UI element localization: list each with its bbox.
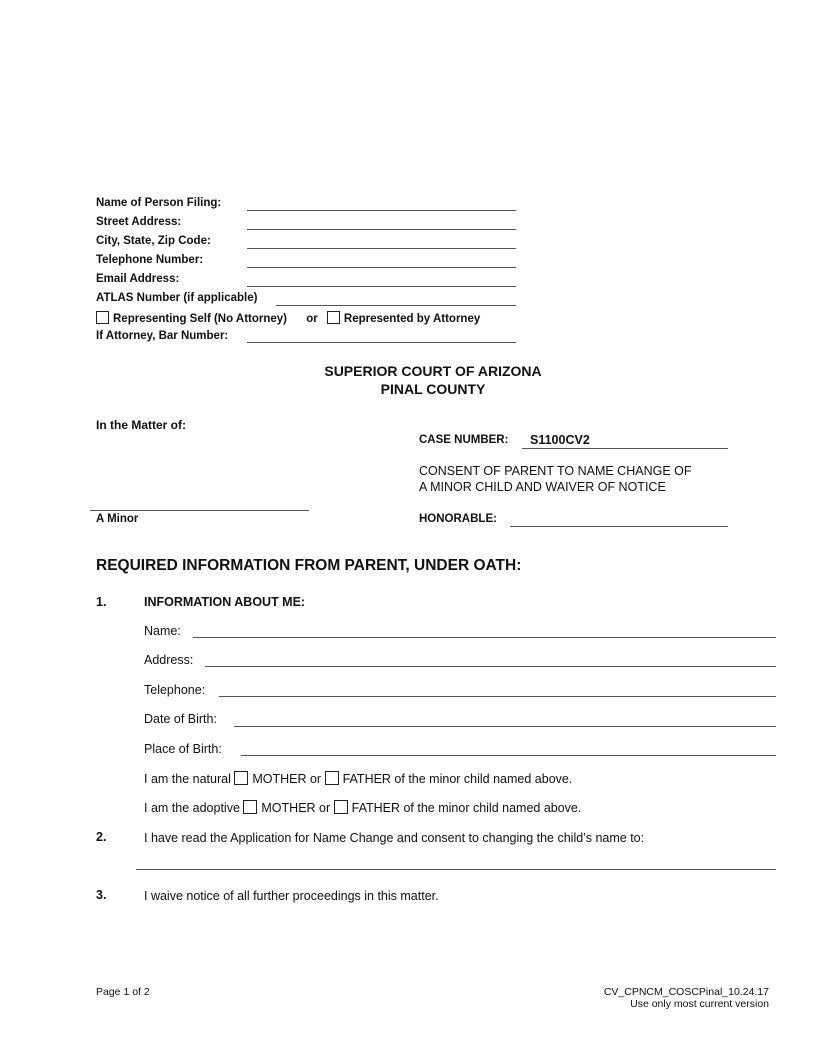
parent-telephone-field[interactable] [219, 696, 776, 697]
parent-name-field[interactable] [193, 637, 776, 638]
representation-row [96, 311, 480, 325]
parent-pob-field[interactable] [241, 755, 776, 756]
version-note: Use only most current version [630, 998, 769, 1010]
natural-mother-checkbox[interactable] [234, 771, 248, 785]
adoptive-parent-row [144, 800, 581, 815]
honorable-field[interactable] [510, 526, 728, 527]
item3-text: I waive notice of all further proceedings in this matter. [144, 889, 439, 903]
parent-address-field[interactable] [205, 666, 776, 667]
matter-label: In the Matter of: [96, 418, 186, 432]
city-field[interactable] [247, 248, 516, 249]
bar-number-field[interactable] [247, 342, 516, 343]
item2-number: 2. [96, 830, 107, 844]
item1-number: 1. [96, 595, 107, 609]
bar-number-label: If Attorney, Bar Number: [96, 330, 229, 342]
parent-address-label: Address: [144, 653, 194, 667]
court-name: SUPERIOR COURT OF ARIZONA [324, 363, 542, 379]
natural-label: I am the natural [144, 772, 231, 786]
email-label: Email Address: [96, 273, 180, 285]
adoptive-mother-label: MOTHER or [261, 801, 331, 815]
telephone-label: Telephone Number: [96, 254, 204, 266]
adoptive-mother-checkbox[interactable] [243, 800, 257, 814]
item3-number: 3. [96, 888, 107, 902]
telephone-field[interactable] [247, 267, 516, 268]
email-field[interactable] [247, 286, 516, 287]
street-field[interactable] [247, 229, 516, 230]
court-county: PINAL COUNTY [380, 381, 486, 397]
parent-dob-label: Date of Birth: [144, 712, 217, 726]
or-label: or [306, 313, 318, 325]
parent-telephone-label: Telephone: [144, 683, 206, 697]
attorney-checkbox[interactable] [327, 311, 340, 324]
parent-dob-field[interactable] [234, 726, 776, 727]
natural-father-checkbox[interactable] [325, 771, 339, 785]
self-label: Representing Self (No Attorney) [113, 313, 288, 325]
attorney-label: Represented by Attorney [343, 313, 481, 325]
self-checkbox[interactable] [96, 311, 109, 324]
doc-title-line1: CONSENT OF PARENT TO NAME CHANGE OF [419, 464, 692, 478]
minor-label: A Minor [96, 513, 139, 525]
natural-father-label: FATHER of the minor child named above. [342, 772, 573, 786]
new-child-name-field[interactable] [136, 869, 776, 870]
city-label: City, State, Zip Code: [96, 235, 211, 247]
name-field[interactable] [247, 210, 516, 211]
case-number-field[interactable] [522, 448, 728, 449]
atlas-field[interactable] [276, 305, 516, 306]
page-number: Page 1 of 2 [96, 986, 150, 998]
case-number-value: S1100CV2 [530, 433, 590, 447]
adoptive-father-label: FATHER of the minor child named above. [351, 801, 582, 815]
parent-name-label: Name: [144, 624, 181, 638]
doc-title-line2: A MINOR CHILD AND WAIVER OF NOTICE [419, 480, 666, 494]
section-heading: REQUIRED INFORMATION FROM PARENT, UNDER OATH: [96, 557, 522, 574]
adoptive-label: I am the adoptive [144, 801, 240, 815]
natural-parent-row [144, 771, 572, 786]
name-label: Name of Person Filing: [96, 197, 222, 209]
honorable-label: HONORABLE: [419, 513, 497, 525]
form-id: CV_CPNCM_COSCPinal_10.24.17 [603, 986, 769, 998]
parent-pob-label: Place of Birth: [144, 742, 222, 756]
item2-text: I have read the Application for Name Change and consent to changing the child’s name to: [144, 831, 645, 845]
natural-mother-label: MOTHER or [252, 772, 322, 786]
minor-name-field[interactable] [90, 510, 309, 511]
adoptive-father-checkbox[interactable] [334, 800, 348, 814]
atlas-label: ATLAS Number (if applicable) [96, 292, 258, 304]
item1-title: INFORMATION ABOUT ME: [144, 595, 306, 609]
case-number-label: CASE NUMBER: [419, 434, 509, 446]
street-label: Street Address: [96, 216, 182, 228]
